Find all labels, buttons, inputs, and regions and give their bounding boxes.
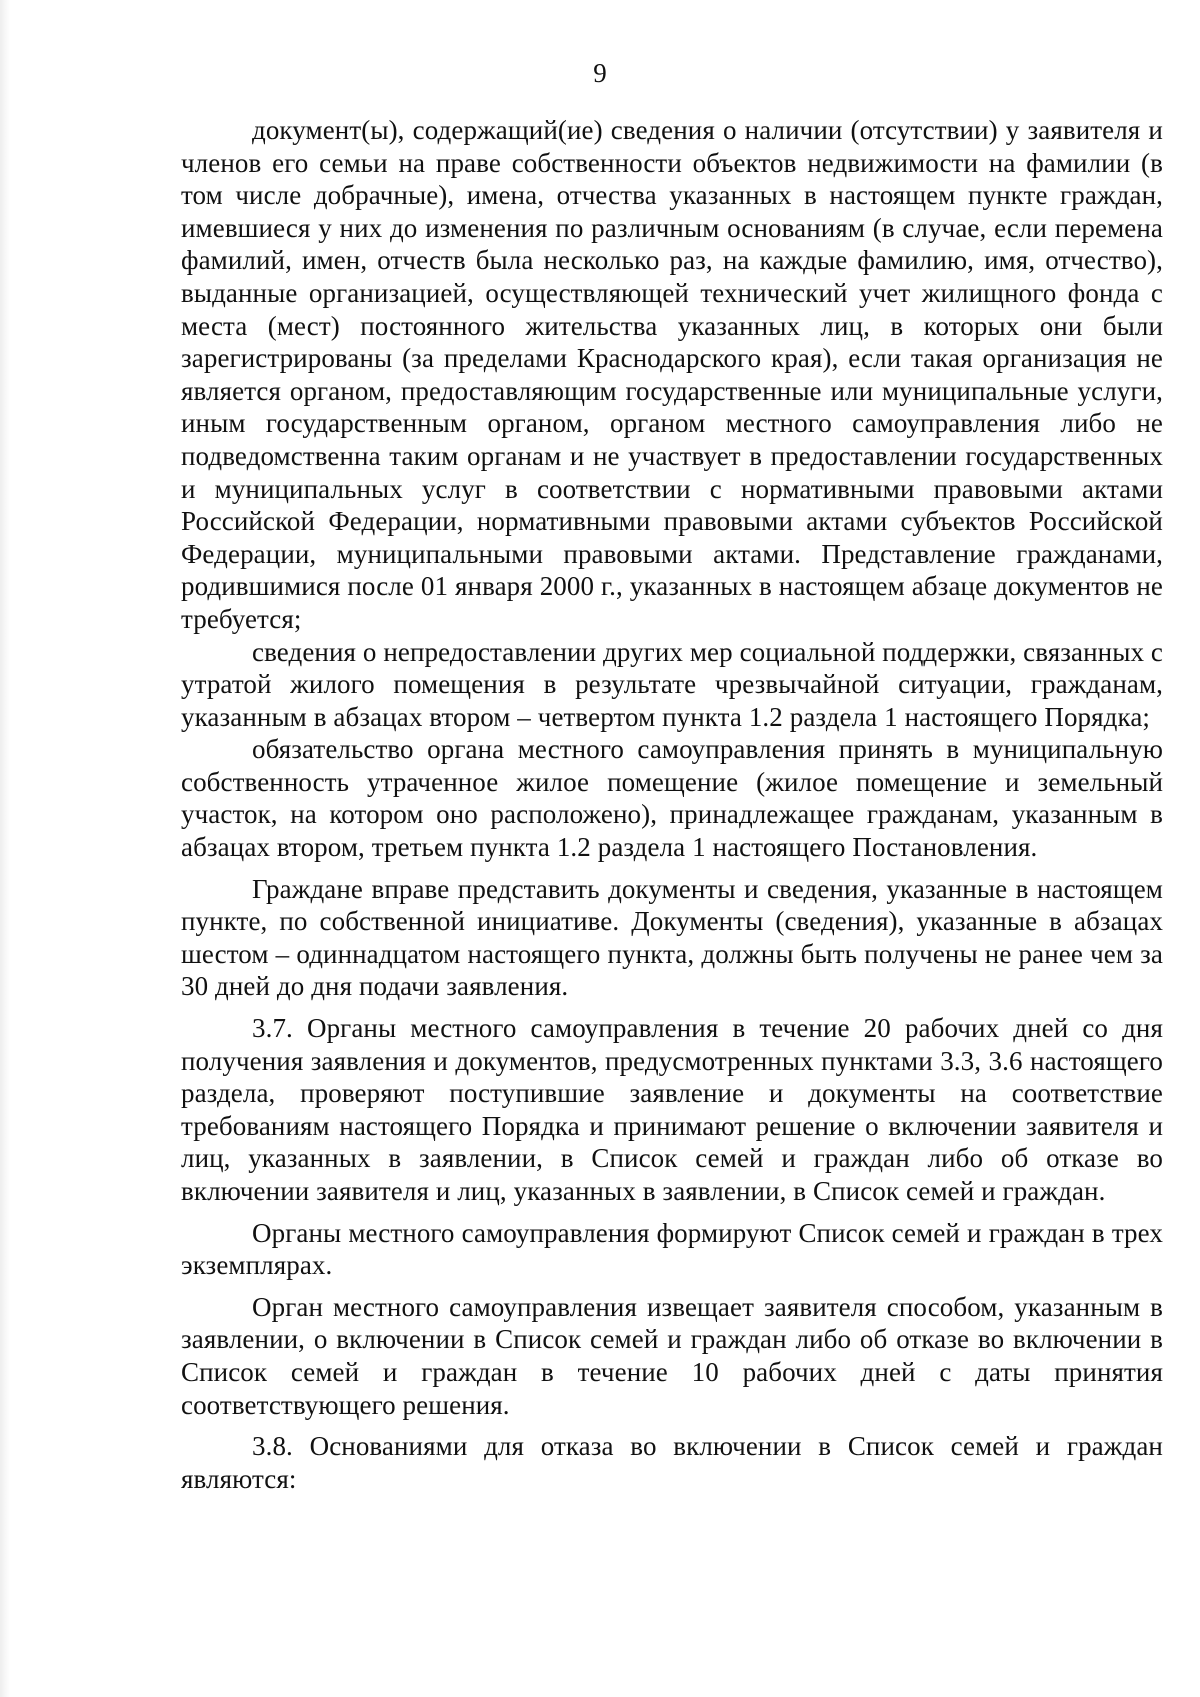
- paragraph-no-other-support: сведения о непредоставлении других мер социальной поддержки, связанных с утратой жилого помещения в результате чрезвычайной ситуации, гражданам, указанным в абзацах втором – четвертом пункта 1.2 раздела 1 настоящего Порядка;: [181, 636, 1163, 732]
- paragraph-ownership-documents: документ(ы), содержащий(ие) сведения о наличии (отсутствии) у заявителя и членов его семьи на праве собственности объектов недвижимости на фамилии (в том числе добрачные), имена, отчества указанных в настоящем пункте граждан, имевшиеся у них до изменения по различным основаниям (в случае, если перемена фамилий, имен, отчеств была несколько раз, на каждые фамилию, имя, отчество), выданные организацией, осуществляющей технический учет жилищного фонда с места (мест) постоянного жительства указанных лиц, в которых они были зарегистрированы (за пределами Краснодарского края), если такая организация не является органом, предоставляющим государственные или муниципальные услуги, иным государственным органом, органом местного самоуправления либо не подведомственна таким органам и не участвует в предоставлении государственных и муниципальных услуг в соответствии с нормативными правовыми актами Российской Федерации, нормативными правовыми актами субъектов Российской Федерации, муниципальными правовыми актами. Представление гражданами, родившимися после 01 января 2000 г., указанных в настоящем абзаце документов не требуется;: [181, 115, 1163, 634]
- paragraph-section-3-7: 3.7. Органы местного самоуправления в течение 20 рабочих дней со дня получения заявления и документов, предусмотренных пунктами 3.3, 3.6 настоящего раздела, проверяют поступившие заявление и документы на соответствие требованиям настоящего Порядка и принимают решение о включении заявителя и лиц, указанных в заявлении, в Список семей и граждан либо об отказе во включении заявителя и лиц, указанных в заявлении, в Список семей и граждан.: [181, 1013, 1163, 1206]
- paragraph-three-copies: Органы местного самоуправления формируют Список семей и граждан в трех экземплярах.: [181, 1217, 1163, 1281]
- paragraph-municipal-obligation: обязательство органа местного самоуправления принять в муниципальную собственность утраченное жилое помещение (жилое помещение и земельный участок, на котором оно расположено), принадлежащее гражданам, указанным в абзацах втором, третьем пункта 1.2 раздела 1 настоящего Постановления.: [181, 734, 1163, 863]
- paragraph-notification: Орган местного самоуправления извещает заявителя способом, указанным в заявлении, о включении в Список семей и граждан либо об отказе во включении в Список семей и граждан в течение 10 рабочих дней с даты принятия соответствующего решения.: [181, 1291, 1163, 1420]
- paragraph-own-initiative: Граждане вправе представить документы и сведения, указанные в настоящем пункте, по собственной инициативе. Документы (сведения), указанные в абзацах шестом – одиннадцатом настоящего пункта, должны быть получены не ранее чем за 30 дней до дня подачи заявления.: [181, 873, 1163, 1002]
- scan-edge-shadow: [0, 0, 10, 1697]
- page-number: 9: [593, 58, 607, 88]
- paragraph-section-3-8: 3.8. Основаниями для отказа во включении в Список семей и граждан являются:: [181, 1431, 1163, 1494]
- document-body: [181, 114, 1163, 1495]
